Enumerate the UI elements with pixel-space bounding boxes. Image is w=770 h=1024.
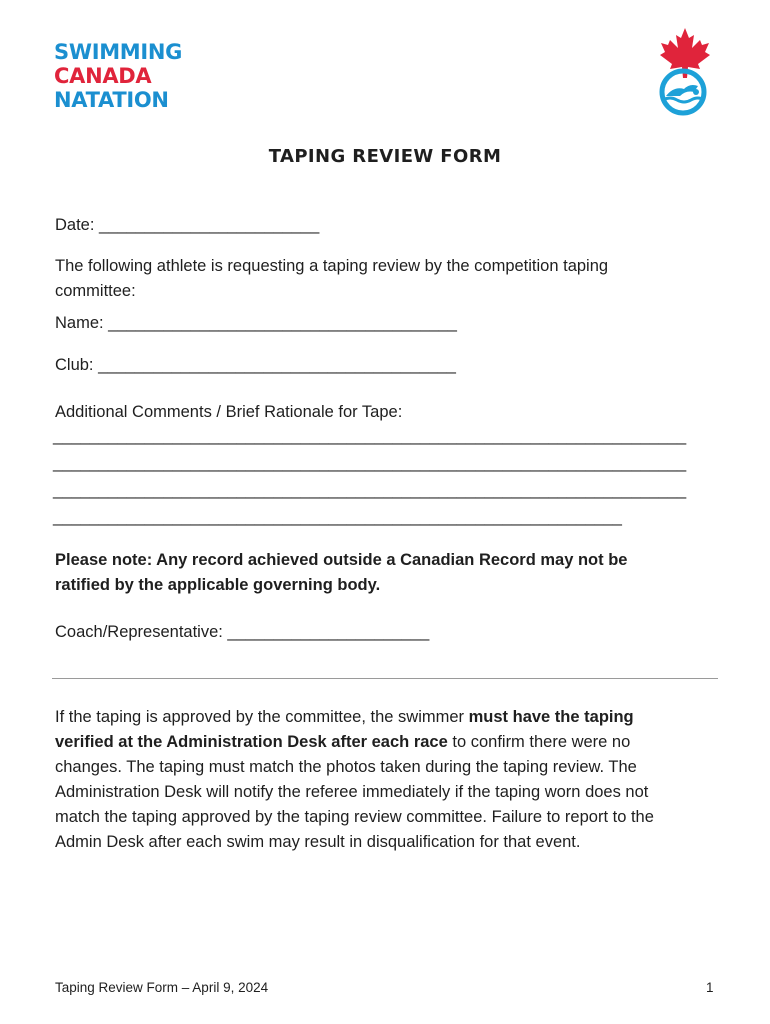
info-text-end: to confirm there were no changes. The taping must match the photos taken during the taping review. The Administration Desk will notify the referee immediately if the taping worn does not match the taping approved by the taping review committee. Failure to report to the Admin Desk after each swim may result in disqualification for that event.	[55, 733, 654, 851]
intro-text-line-2: committee:	[55, 282, 136, 300]
info-text-start: If the taping is approved by the committee, the swimmer	[55, 708, 469, 726]
name-field[interactable]: Name: ______________________________________	[55, 314, 457, 332]
section-divider	[52, 678, 718, 679]
form-title: TAPING REVIEW FORM	[268, 146, 502, 167]
comment-line[interactable]: _____________________________________________________________________	[53, 427, 687, 445]
info-text-emphasis: must have the taping verified at the Administration Desk after each race	[55, 708, 634, 751]
maple-leaf-swimmer-icon	[650, 26, 720, 121]
logo-line-canada: CANADA	[54, 64, 152, 88]
note-line-2: ratified by the applicable governing body.	[55, 576, 381, 594]
note-line-1: Please note: Any record achieved outside a Canadian Record may not be	[55, 551, 628, 569]
club-field[interactable]: Club: _______________________________________	[55, 356, 456, 374]
comment-line[interactable]: _____________________________________________________________________	[53, 481, 687, 499]
intro-text-line-1: The following athlete is requesting a taping review by the competition taping	[55, 257, 609, 275]
logo-line-swimming: SWIMMING	[54, 40, 183, 64]
comments-label: Additional Comments / Brief Rationale for Tape:	[55, 403, 403, 421]
page-number: 1	[706, 980, 714, 995]
comment-line[interactable]: ______________________________________________________________	[53, 508, 622, 526]
coach-representative-field[interactable]: Coach/Representative: ______________________	[55, 623, 430, 641]
swimming-canada-logo	[54, 40, 182, 112]
comment-line[interactable]: _____________________________________________________________________	[53, 454, 687, 472]
info-paragraph	[55, 705, 695, 855]
logo-line-natation: NATATION	[54, 88, 169, 112]
date-field[interactable]: Date: ________________________	[55, 216, 320, 234]
footer-document-title: Taping Review Form – April 9, 2024	[55, 980, 269, 995]
